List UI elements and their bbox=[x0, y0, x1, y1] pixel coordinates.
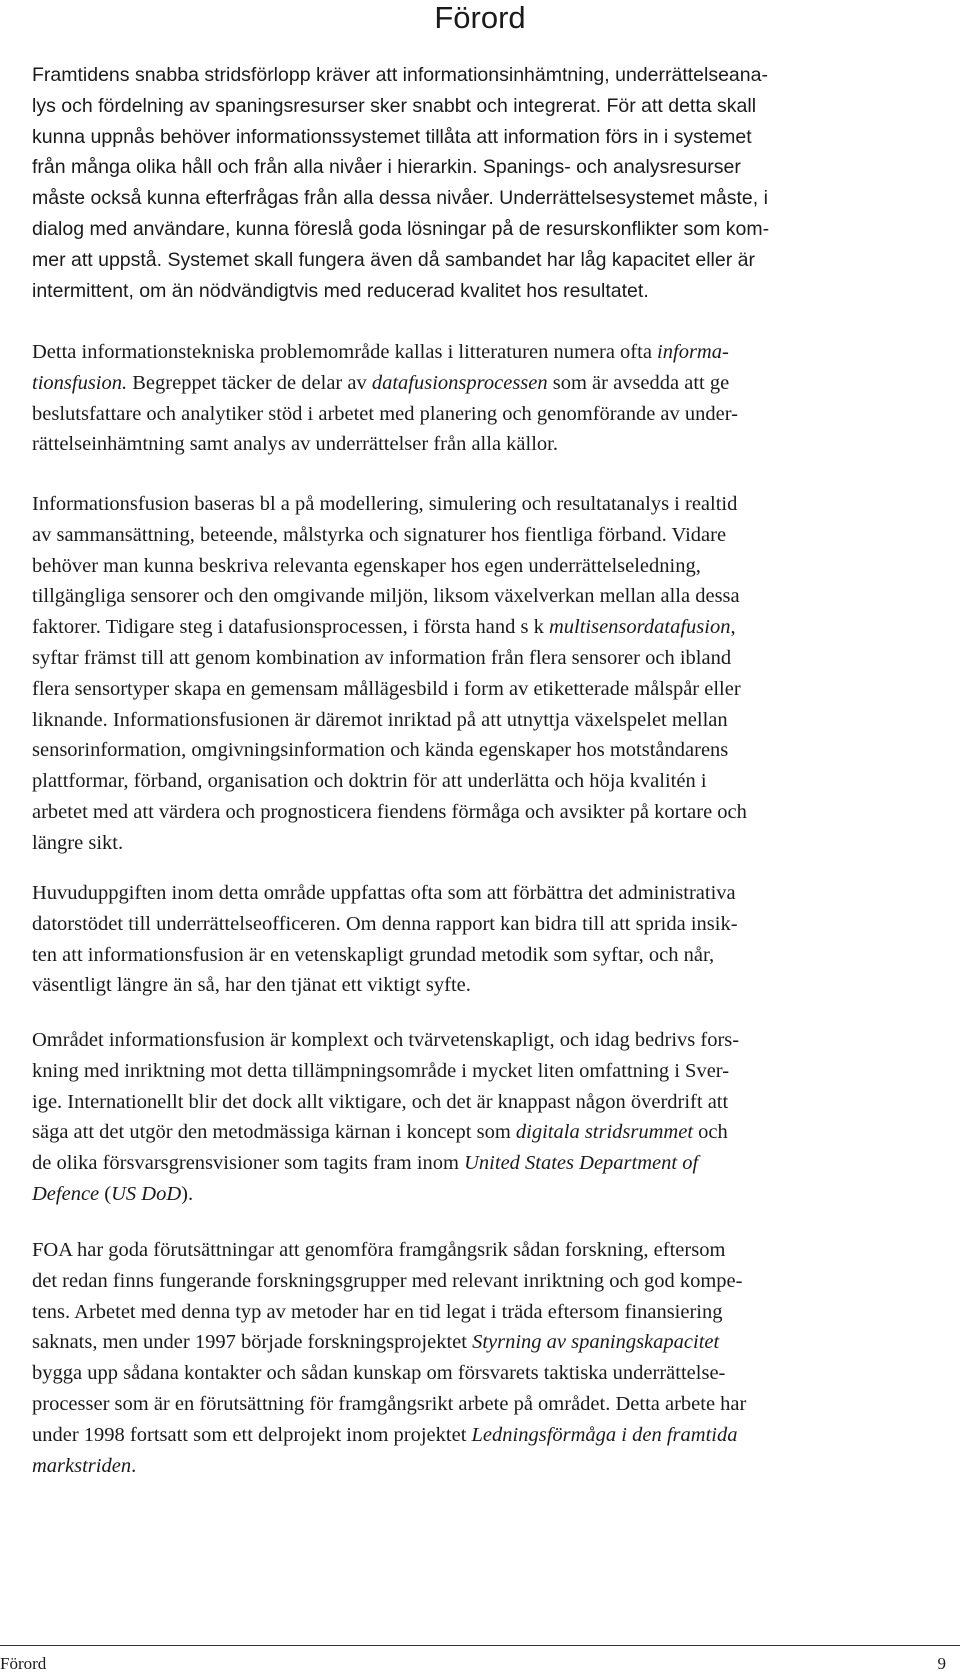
page-title: Förord bbox=[434, 0, 526, 35]
text-line: det redan finns fungerande forskningsgrupper med relevant inriktning och god kompe- bbox=[32, 1269, 743, 1292]
text-line: tionsfusion. Begreppet täcker de delar av datafusionsprocessen som är avsedda att ge bbox=[32, 371, 730, 394]
text-line: de olika försvarsgrensvisioner som tagits fram inom United States Department of bbox=[32, 1152, 699, 1175]
text-line: under 1998 fortsatt som ett delprojekt inom projektet Ledningsförmåga i den framtida bbox=[32, 1423, 738, 1446]
text-line: behöver man kunna beskriva relevanta egenskaper hos egen underrättelseledning, bbox=[32, 554, 701, 577]
text-line: liknande. Informationsfusionen är däremot inriktad på att utnyttja växelspelet mellan bbox=[32, 708, 728, 731]
text-line: plattformar, förband, organisation och doktrin för att underlätta och höja kvalitén i bbox=[32, 770, 707, 793]
text-line: datorstödet till underrättelseofficeren. Om denna rapport kan bidra till att sprida insik- bbox=[32, 912, 738, 935]
text-line: markstriden. bbox=[32, 1454, 137, 1477]
footer-section-name: Förord bbox=[0, 1654, 47, 1673]
text-line: mer att uppstå. Systemet skall fungera även då sambandet har låg kapacitet eller är bbox=[32, 248, 755, 271]
text-line: Detta informationstekniska problemområde kallas i litteraturen numera ofta informa- bbox=[32, 341, 729, 363]
paragraph-foa bbox=[32, 1235, 928, 1481]
text-line: av sammansättning, beteende, målstyrka och signaturer hos fientliga förband. Vidare bbox=[32, 523, 727, 546]
text-line: faktorer. Tidigare steg i datafusionsprocessen, i första hand s k multisensordatafusion, bbox=[32, 616, 736, 639]
text-line: arbetet med att värdera och prognosticera fiendens förmåga och avsikter på kortare och bbox=[32, 800, 747, 823]
text-line: syftar främst till att genom kombination av information från flera sensorer och ibland bbox=[32, 646, 732, 669]
text-line: saknats, men under 1997 började forskningsprojektet Styrning av spaningskapacitet bbox=[32, 1331, 720, 1354]
paragraph-research-area bbox=[32, 1025, 928, 1210]
text-line: måste också kunna efterfrågas från alla dessa nivåer. Underrättelsesystemet måste, i bbox=[32, 187, 768, 210]
paragraph-intro bbox=[32, 60, 928, 306]
text-line: dialog med användare, kunna föreslå goda lösningar på de resurskonflikter som kom- bbox=[32, 217, 770, 240]
text-line: tens. Arbetet med denna typ av metoder har en tid legat i träda eftersom finansiering bbox=[32, 1300, 723, 1323]
text-line: Framtidens snabba stridsförlopp kräver att informationsinhämtning, underrättelseana- bbox=[32, 64, 768, 86]
text-line: processer som är en förutsättning för framgångsrikt arbete på området. Detta arbete har bbox=[32, 1392, 747, 1415]
text-line: kunna uppnås behöver informationssystemet tillåta att information förs in i systemet bbox=[32, 125, 752, 148]
text-line: från många olika håll och från alla nivåer i hierarkin. Spanings- och analysresurser bbox=[32, 156, 741, 179]
text-line: sensorinformation, omgivningsinformation och kända egenskaper hos motståndarens bbox=[32, 739, 729, 762]
text-line: tillgängliga sensorer och den omgivande miljön, liksom växelverkan mellan alla dessa bbox=[32, 585, 740, 608]
text-line: kning med inriktning mot detta tillämpningsområde i mycket liten omfattning i Sver- bbox=[32, 1059, 730, 1082]
text-line: beslutsfattare och analytiker stöd i arbetet med planering och genomförande av under- bbox=[32, 402, 738, 425]
paragraph-definition bbox=[32, 337, 928, 460]
text-line: lys och fördelning av spaningsresurser sker snabbt och integrerat. För att detta skall bbox=[32, 94, 757, 117]
text-line: intermittent, om än nödvändigtvis med reducerad kvalitet hos resultatet. bbox=[32, 279, 649, 302]
text-line: rättelseinhämtning samt analys av underrättelser från alla källor. bbox=[32, 433, 558, 456]
text-line: FOA har goda förutsättningar att genomföra framgångsrik sådan forskning, eftersom bbox=[32, 1239, 726, 1261]
paragraph-fusion-basis bbox=[32, 489, 928, 859]
text-line: Defence (US DoD). bbox=[32, 1182, 194, 1205]
text-line: Området informationsfusion är komplext och tvärvetenskapligt, och idag bedrivs fors- bbox=[32, 1029, 740, 1051]
text-line: Informationsfusion baseras bl a på modellering, simulering och resultatanalys i realtid bbox=[32, 493, 738, 515]
footer-page-number: 9 bbox=[937, 1654, 946, 1673]
paragraph-main-task bbox=[32, 878, 928, 1001]
footer-divider bbox=[0, 1645, 960, 1646]
text-line: Huvuduppgiften inom detta område uppfattas ofta som att förbättra det administrativa bbox=[32, 882, 736, 904]
text-line: ten att informationsfusion är en vetenskapligt grundad metodik som syftar, och når, bbox=[32, 943, 715, 966]
text-line: ige. Internationellt blir det dock allt viktigare, och det är knappast någon överdrift att bbox=[32, 1090, 729, 1113]
text-line: bygga upp sådana kontakter och sådan kunskap om försvarets taktiska underrättelse- bbox=[32, 1362, 726, 1385]
text-line: längre sikt. bbox=[32, 831, 124, 854]
text-line: väsentligt längre än så, har den tjänat ett viktigt syfte. bbox=[32, 974, 471, 997]
text-line: säga att det utgör den metodmässiga kärnan i koncept som digitala stridsrummet och bbox=[32, 1121, 728, 1144]
text-line: flera sensortyper skapa en gemensam mållägesbild i form av etiketterade målspår eller bbox=[32, 677, 741, 700]
